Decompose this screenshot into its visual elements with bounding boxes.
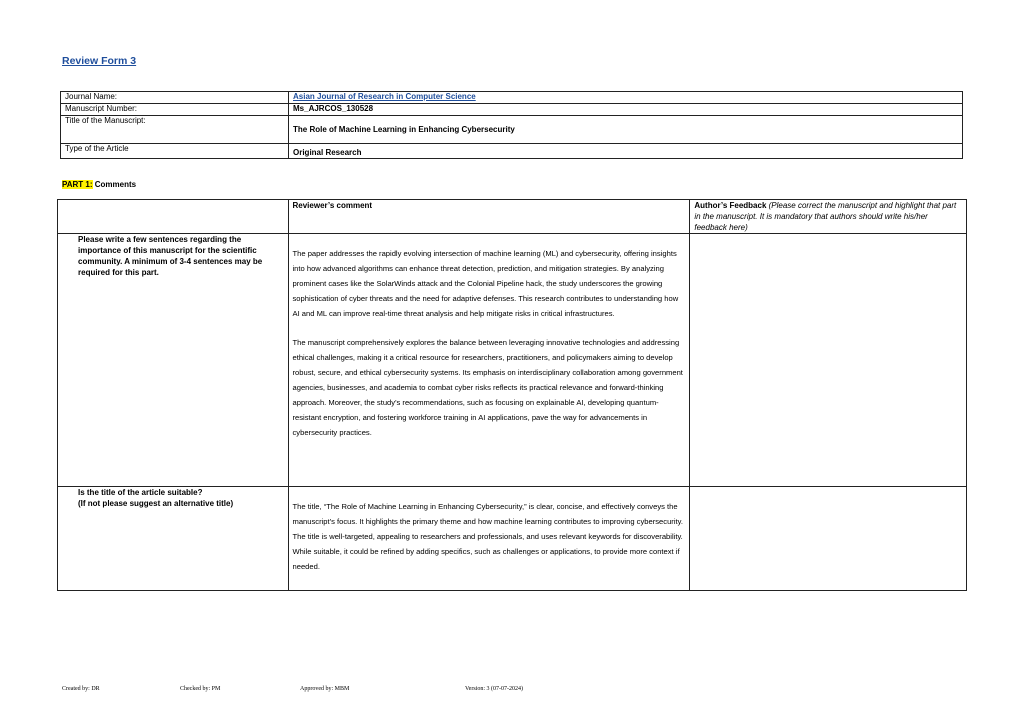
- footer-checked-by: Checked by: PM: [180, 686, 221, 692]
- journal-link[interactable]: Asian Journal of Research in Computer Science: [293, 92, 476, 101]
- article-type-value: Original Research: [289, 144, 963, 159]
- author-feedback-header-label: Author’s Feedback: [694, 201, 767, 210]
- footer-created-by: Created by: DR: [62, 686, 100, 692]
- footer-approved-by: Approved by: MBM: [300, 686, 350, 692]
- reviewer-comment-header: Reviewer’s comment: [288, 200, 690, 234]
- question-title-line2: (If not please suggest an alternative title): [78, 499, 234, 508]
- form-title: Review Form 3: [62, 55, 137, 67]
- author-feedback-header-note: (Please correct the manuscript and highlight that part in the manuscript. It is mandatory that authors should write his/her feedback here): [694, 201, 957, 232]
- footer-version: Version: 3 (07-07-2024): [465, 686, 523, 692]
- author-feedback-title[interactable]: [690, 487, 967, 591]
- part1-heading: [62, 180, 136, 189]
- journal-name-value: [289, 92, 963, 104]
- question-importance: Please write a few sentences regarding the importance of this manuscript for the scientific community. A minimum of 3-4 sentences may be required for this part.: [58, 234, 289, 487]
- blank-header-cell: [58, 200, 289, 234]
- reviewer-comment-importance: [288, 234, 690, 487]
- author-feedback-importance[interactable]: [690, 234, 967, 487]
- question-title-suitable: [58, 487, 289, 591]
- review-comments-table: [57, 199, 967, 591]
- manuscript-number-label: Manuscript Number:: [61, 104, 289, 116]
- comment-paragraph: The manuscript comprehensively explores the balance between leveraging innovative technologies and addressing ethical challenges, making it a critical resource for researchers, practitioners, and policymakers aiming to develop robust, secure, and ethical cybersecurity systems. Its emphasis on interdisciplinary collaboration among government agencies, businesses, and academia to combat cyber risks reflects its practical relevance and forward-thinking approach. Moreover, the study's recommendations, such as focusing on explainable AI, developing quantum-resistant encryption, and fostering workforce training in AI applications, pave the way for advancements in cybersecurity practices.: [292, 338, 683, 437]
- manuscript-title-label: Title of the Manuscript:: [61, 116, 289, 144]
- part1-label: PART 1:: [62, 180, 93, 189]
- comment-paragraph: The title, “The Role of Machine Learning in Enhancing Cybersecurity,” is clear, concise, and effectively conveys the manuscript's focus. It highlights the primary theme and how machine learning contributes to improving cybersecurity. The title is well-targeted, appealing to researchers and professionals, and uses relevant keywords for discoverability. While suitable, it could be refined by adding specifics, such as challenges or applications, to provide more context if needed.: [292, 502, 683, 571]
- part1-title: Comments: [92, 180, 137, 189]
- comment-paragraph: The paper addresses the rapidly evolving intersection of machine learning (ML) and cybersecurity, offering insights into how advanced algorithms can enhance threat detection, prediction, and mitigation strategies. By analyzing prominent cases like the SolarWinds attack and the Colonial Pipeline hack, the study underscores the growing sophistication of cyber threats and the need for adaptive defenses. This research contributes to understanding how AI and ML can improve real-time threat analysis and help mitigate risks in critical infrastructures.: [292, 249, 679, 318]
- manuscript-info-table: [60, 91, 963, 159]
- journal-name-label: Journal Name:: [61, 92, 289, 104]
- manuscript-title-value: The Role of Machine Learning in Enhancing Cybersecurity: [289, 116, 963, 144]
- manuscript-number-value: Ms_AJRCOS_130528: [289, 104, 963, 116]
- author-feedback-header: [690, 200, 967, 234]
- article-type-label: Type of the Article: [61, 144, 289, 159]
- reviewer-comment-title: [288, 487, 690, 591]
- question-title-line1: Is the title of the article suitable?: [78, 488, 203, 497]
